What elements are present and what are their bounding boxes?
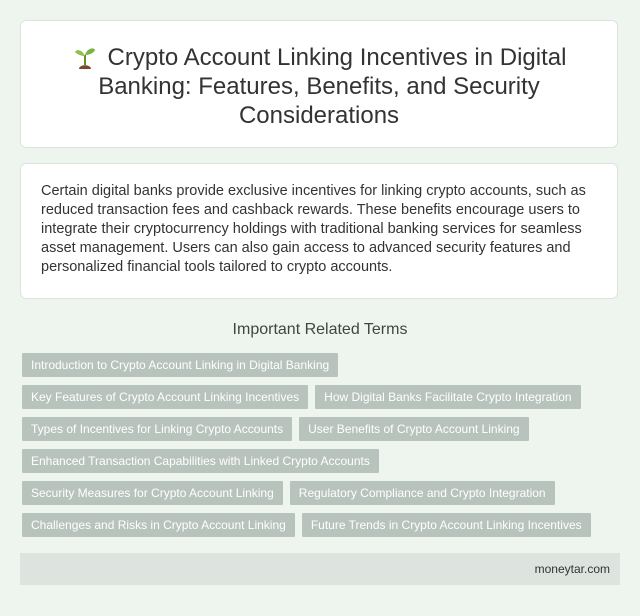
term-tag[interactable]: Future Trends in Crypto Account Linking Incentives xyxy=(302,513,591,537)
term-row xyxy=(22,449,622,481)
related-terms-list xyxy=(22,353,622,545)
term-tag[interactable]: Enhanced Transaction Capabilities with Linked Crypto Accounts xyxy=(22,449,379,473)
page-title-text: Crypto Account Linking Incentives in Digital Banking: Features, Benefits, and Security Considerations xyxy=(98,44,567,129)
term-tag[interactable]: How Digital Banks Facilitate Crypto Integration xyxy=(315,385,580,409)
related-terms-heading: Important Related Terms xyxy=(232,321,408,338)
term-row xyxy=(22,417,622,449)
term-tag[interactable]: Challenges and Risks in Crypto Account Linking xyxy=(22,513,295,537)
term-tag[interactable]: Introduction to Crypto Account Linking in Digital Banking xyxy=(22,353,338,377)
term-row xyxy=(22,385,622,417)
summary-text: Certain digital banks provide exclusive incentives for linking crypto accounts, such as reduced transaction fees and cashback rewards. These benefits encourage users to integrate their cryptocurrency holdings with traditional banking services for seamless asset management. Users can also gain access to advanced security features and personalized financial tools tailored to crypto accounts. xyxy=(41,183,586,275)
page-title xyxy=(51,43,587,130)
term-row xyxy=(22,353,622,385)
footer-site-link[interactable]: moneytar.com xyxy=(534,562,610,576)
sprout-icon xyxy=(72,43,98,69)
term-tag[interactable]: Security Measures for Crypto Account Linking xyxy=(22,481,283,505)
term-tag[interactable]: User Benefits of Crypto Account Linking xyxy=(299,417,528,441)
term-row xyxy=(22,481,622,513)
term-tag[interactable]: Types of Incentives for Linking Crypto Accounts xyxy=(22,417,292,441)
term-tag[interactable]: Regulatory Compliance and Crypto Integration xyxy=(290,481,555,505)
term-tag[interactable]: Key Features of Crypto Account Linking Incentives xyxy=(22,385,308,409)
term-row xyxy=(22,513,622,545)
title-card xyxy=(20,20,618,148)
summary-card xyxy=(20,163,618,299)
footer-bar xyxy=(20,553,620,585)
